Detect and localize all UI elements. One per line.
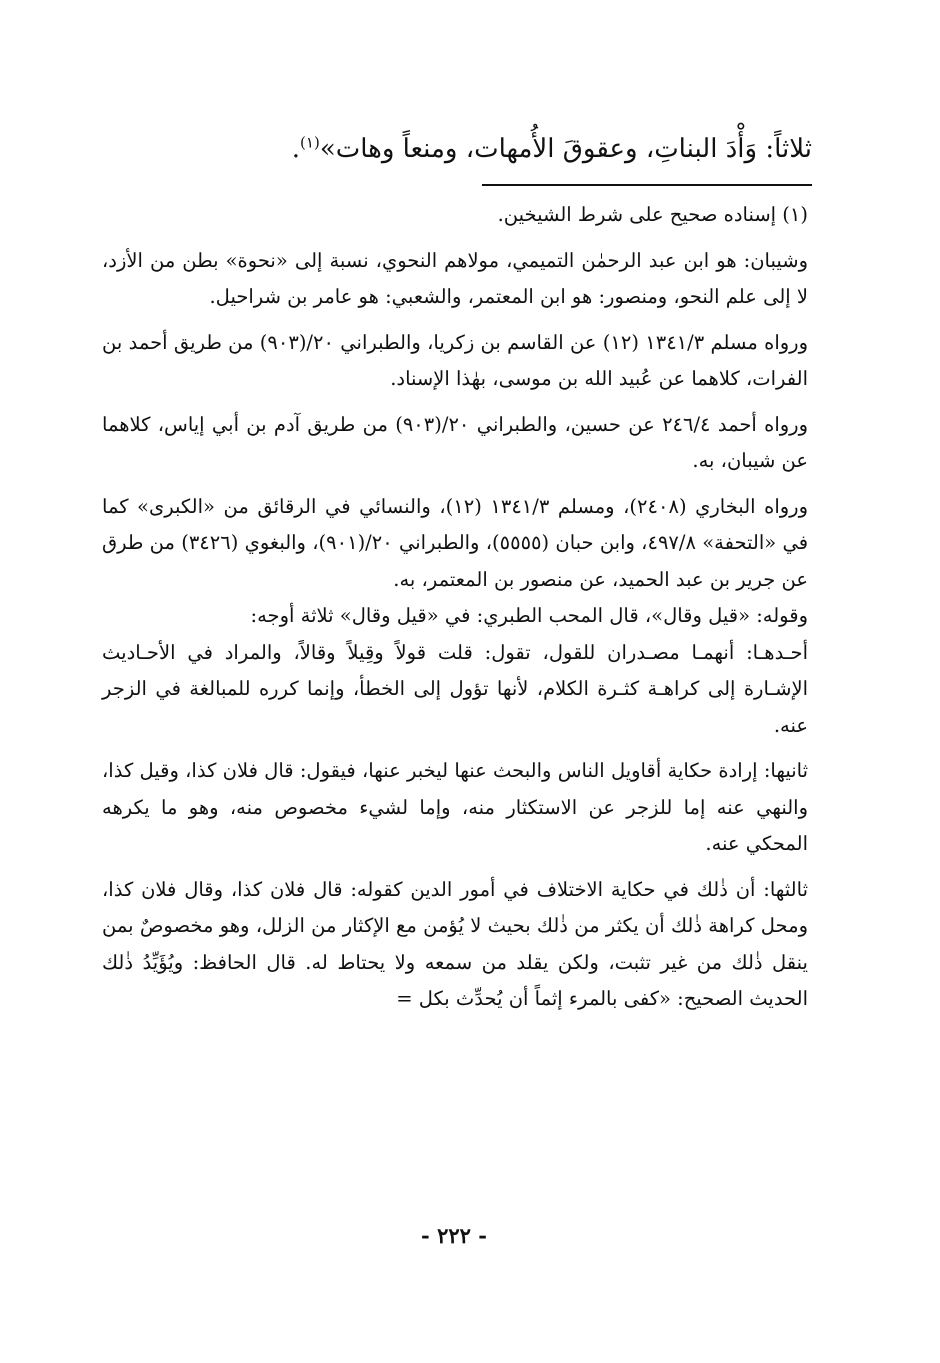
footnote-paragraph-6: وقوله: «قيل وقال»، قال المحب الطبري: في «قيل وقال» ثلاثة أوجه: bbox=[250, 604, 808, 627]
page-number: - ٢٢٢ - bbox=[421, 1223, 487, 1248]
footnote-separator bbox=[482, 184, 812, 186]
footnote-paragraph-5: ورواه البخاري (٢٤٠٨)، ومسلم ١٣٤١/٣ (١٢)، والنسائي في الرقائق من «الكبرى» كما في «التحفة» ٤٩٧/٨، وابن حبان (٥٥٥٥)، والطبراني ٢٠/(٩٠١)، والبغوي (٣٤٢٦) من طرق عن جرير بن عبد الحميد، عن منصور بن المعتمر، به. bbox=[102, 494, 809, 591]
footnote-paragraph-9: ثالثها: أن ذٰلك في حكاية الاختلاف في أمور الدين كقوله: قال فلان كذا، وقال فلان كذا، ومحل كراهة ذٰلك أن يكثر من ذٰلك بحيث لا يُؤمن مع الإكثار من الزلل، وهو مخصوصٌ بمن ينقل ذٰلك من غير تثبت، ولكن يقلد من سمعه ولا يحتاط له. قال الحافظ: ويُؤَيِّدُ ذٰلك الحديث الصحيح: «كفى بالمرء إثماً أن يُحدِّث بكل = bbox=[102, 877, 808, 1010]
footnote-reference: (١) bbox=[300, 133, 320, 152]
main-text-line: ثلاثاً: وَأْدَ البناتِ، وعقوقَ الأُمهات، ومنعاً وهات»$^{(١)}$. bbox=[291, 133, 812, 164]
footnote-paragraph-4: ورواه أحمد ٢٤٦/٤ عن حسين، والطبراني ٢٠/(٩٠٣) من طريق آدم بن أبي إياس، كلاهما عن شيبان، به. bbox=[102, 412, 808, 472]
footnote-paragraph-7: أحـدهـا: أنهمـا مصـدران للقول، تقول: قلت قولاً وقِيلاً وقالاً، والمراد في الأحـاديث الإشـارة إلى كراهـة كثـرة الكلام، لأنها تؤول إلى الخطأ، وإنما كرره للمبالغة في الزجر عنه. bbox=[102, 640, 808, 737]
footnotes-block bbox=[102, 197, 808, 1018]
footnote-paragraph-2: وشيبان: هو ابن عبد الرحمٰن التميمي، مولاهم النحوي، نسبة إلى «نحوة» بطن من الأزد، لا إلى علم النحو، ومنصور: هو ابن المعتمر، والشعبي: هو عامر بن شراحيل. bbox=[102, 248, 808, 308]
main-text: ثلاثاً: وَأْدَ البناتِ، وعقوقَ الأُمهات، ومنعاً وهات» bbox=[319, 134, 812, 164]
footnote-paragraph-1: (١) إسناده صحيح على شرط الشيخين. bbox=[497, 203, 808, 226]
footnote-paragraph-8: ثانيها: إرادة حكاية أقاويل الناس والبحث عنها ليخبر عنها، فيقول: قال فلان كذا، وقيل كذا، والنهي عنه إما للزجر عن الاستكثار منه، وإما لشيء مخصوص منه، وهو ما يكرهه المحكي عنه. bbox=[102, 759, 808, 855]
footnote-paragraph-3: ورواه مسلم ١٣٤١/٣ (١٢) عن القاسم بن زكريا، والطبراني ٢٠/(٩٠٣) من طريق أحمد بن الفرات، كلاهما عن عُبيد الله بن موسى، بهٰذا الإسناد. bbox=[102, 330, 808, 390]
